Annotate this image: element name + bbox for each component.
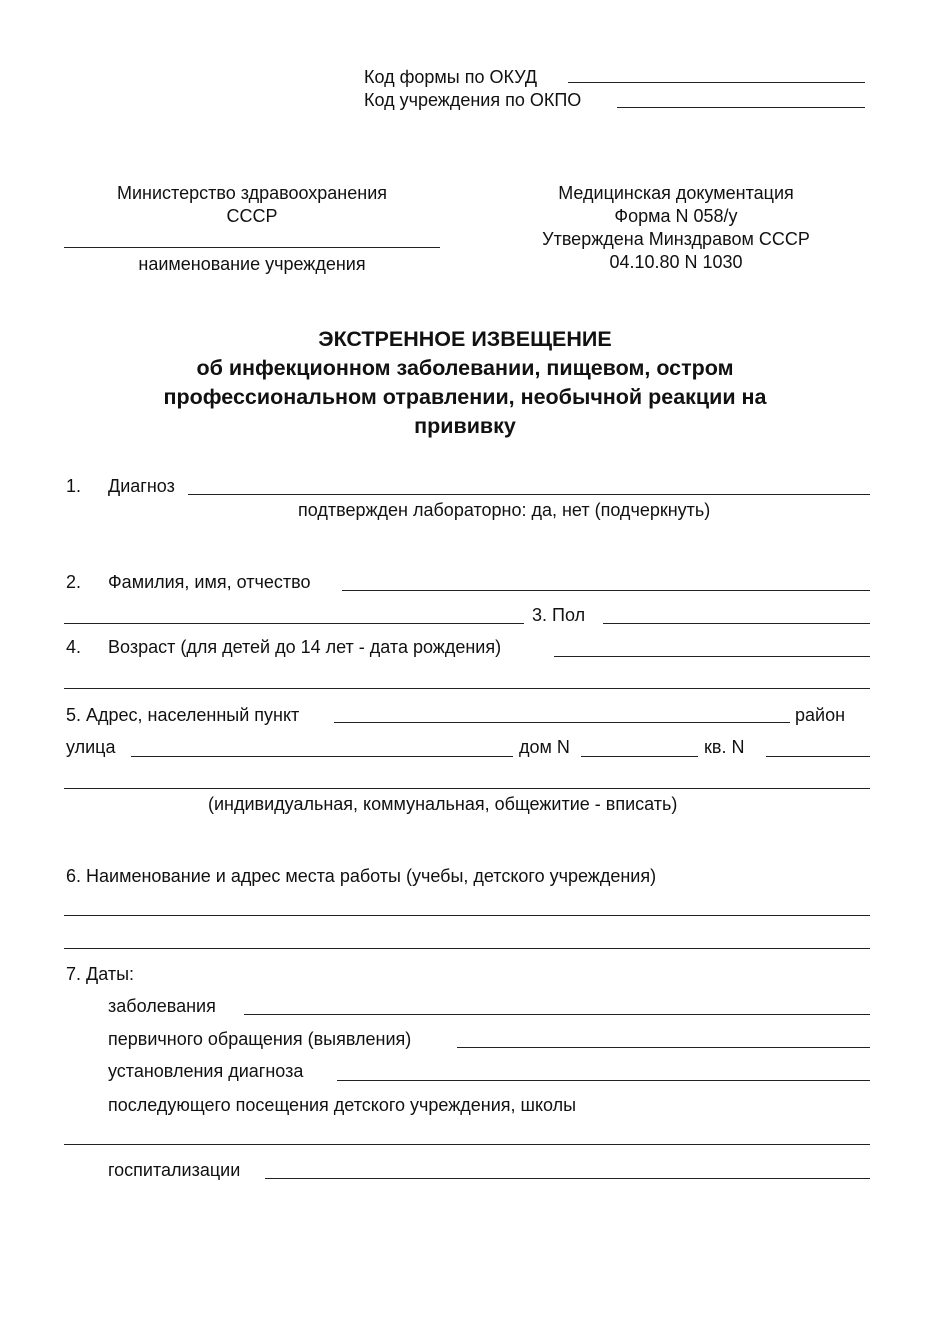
med-doc-line: Медицинская документация [558, 183, 794, 203]
workplace-field-2[interactable] [64, 948, 870, 949]
housing-type-note: (индивидуальная, коммунальная, общежитие - вписать) [208, 794, 678, 814]
street-field[interactable] [131, 756, 513, 757]
title-line4: прививку [414, 414, 516, 438]
approval-date: 04.10.80 N 1030 [609, 252, 743, 272]
title-line1: ЭКСТРЕННОЕ ИЗВЕЩЕНИЕ [318, 327, 612, 351]
okpo-field[interactable] [617, 107, 865, 108]
ministry-line2: СССР [226, 206, 278, 226]
street-label: улица [66, 737, 116, 757]
approved-by: Утверждена Минздравом СССР [542, 229, 810, 249]
housing-type-field[interactable] [64, 788, 870, 789]
first-visit-date-field[interactable] [457, 1047, 870, 1048]
institution-name-field[interactable] [64, 247, 440, 248]
field1-number: 1. [66, 476, 82, 496]
district-label: район [795, 705, 846, 725]
lab-confirm-note: подтвержден лабораторно: да, нет (подчеркнуть) [298, 500, 711, 520]
fullname-field[interactable] [342, 590, 870, 591]
okud-label: Код формы по ОКУД [364, 67, 538, 87]
field2-number: 2. [66, 572, 82, 592]
title-line3: профессиональном отравлении, необычной реакции на [163, 385, 767, 409]
house-label: дом N [519, 737, 570, 757]
apartment-label: кв. N [704, 737, 745, 757]
house-field[interactable] [581, 756, 698, 757]
age-field-continued[interactable] [64, 688, 870, 689]
diagnosis-date-field[interactable] [337, 1080, 870, 1081]
diagnosis-date-label: установления диагноза [108, 1061, 304, 1081]
diagnosis-label: Диагноз [108, 476, 175, 496]
age-label: Возраст (для детей до 14 лет - дата рождения) [108, 637, 502, 657]
address-label: 5. Адрес, населенный пункт [66, 705, 300, 725]
form-number: Форма N 058/у [614, 206, 738, 226]
title-line2: об инфекционном заболевании, пищевом, остром [196, 356, 734, 380]
field4-number: 4. [66, 637, 82, 657]
hospitalization-date-label: госпитализации [108, 1160, 241, 1180]
age-field[interactable] [554, 656, 870, 657]
last-visit-date-field[interactable] [64, 1144, 870, 1145]
workplace-field-1[interactable] [64, 915, 870, 916]
sex-label: 3. Пол [532, 605, 586, 625]
last-visit-date-label: последующего посещения детского учреждения, школы [108, 1095, 577, 1115]
ministry-line1: Министерство здравоохранения [117, 183, 387, 203]
okud-field[interactable] [568, 82, 865, 83]
sex-field[interactable] [603, 623, 870, 624]
fullname-label: Фамилия, имя, отчество [108, 572, 311, 592]
settlement-field[interactable] [334, 722, 790, 723]
okpo-label: Код учреждения по ОКПО [364, 90, 582, 110]
workplace-label: 6. Наименование и адрес места работы (учебы, детского учреждения) [66, 866, 657, 886]
fullname-field-continued[interactable] [64, 623, 524, 624]
diagnosis-field[interactable] [188, 494, 870, 495]
disease-date-field[interactable] [244, 1014, 870, 1015]
hospitalization-date-field[interactable] [265, 1178, 870, 1179]
dates-label: 7. Даты: [66, 964, 135, 984]
disease-date-label: заболевания [108, 996, 216, 1016]
apartment-field[interactable] [766, 756, 870, 757]
institution-caption: наименование учреждения [138, 254, 366, 274]
first-visit-date-label: первичного обращения (выявления) [108, 1029, 412, 1049]
